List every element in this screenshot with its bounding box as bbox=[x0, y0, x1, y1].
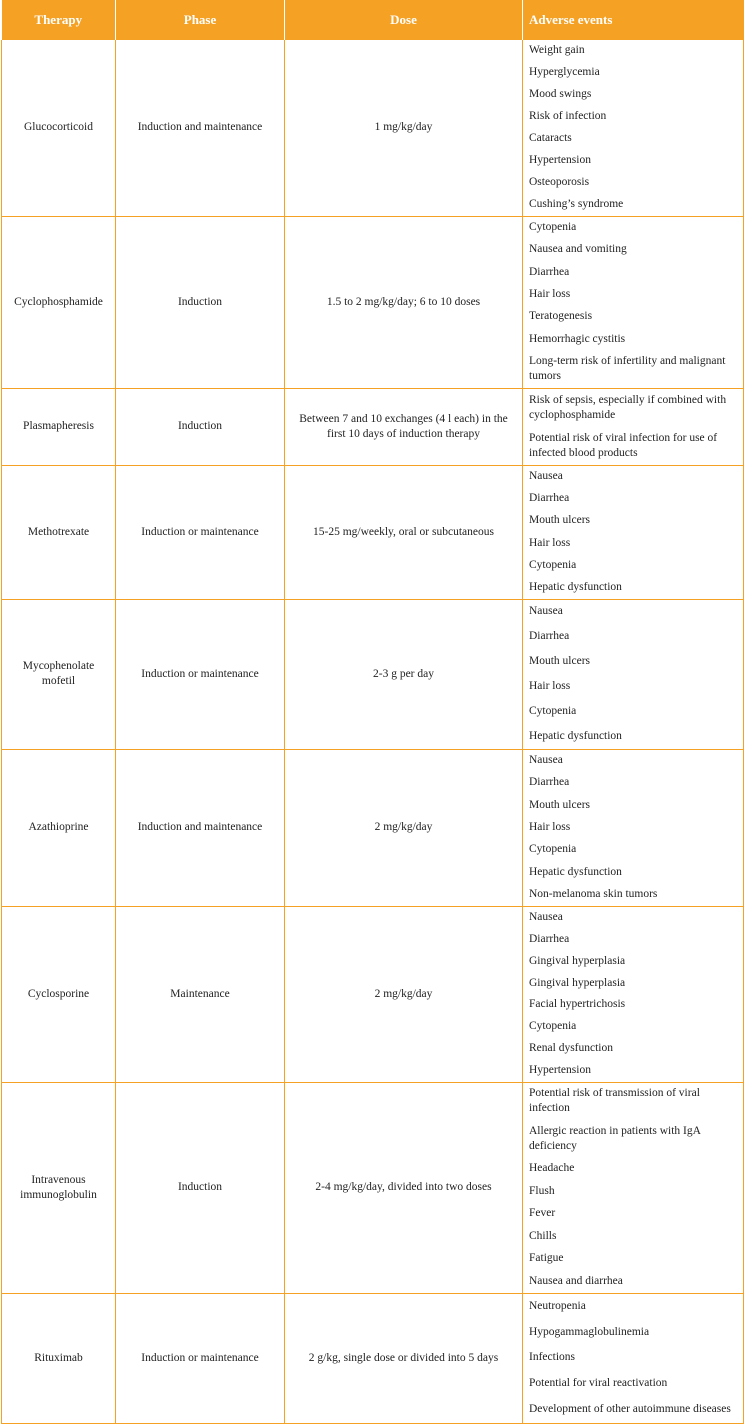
adverse-event-item: Potential for viral reactivation bbox=[529, 1377, 668, 1390]
adverse-event-item: Hair loss bbox=[529, 536, 571, 549]
adverse-events-list bbox=[529, 217, 739, 388]
adverse-events-cell bbox=[523, 465, 744, 599]
adverse-event-item: Mouth ulcers bbox=[529, 655, 591, 668]
therapy-table bbox=[1, 0, 744, 1424]
table-row bbox=[2, 1082, 744, 1293]
table-row bbox=[2, 40, 744, 216]
dose-cell: 2-3 g per day bbox=[285, 599, 523, 749]
dose-cell: 2 g/kg, single dose or divided into 5 days bbox=[285, 1293, 523, 1423]
phase-cell: Induction and maintenance bbox=[116, 749, 285, 906]
adverse-event-item: Hemorrhagic cystitis bbox=[529, 332, 626, 345]
adverse-events-list bbox=[529, 1294, 739, 1423]
adverse-event-item: Cytopenia bbox=[529, 558, 577, 571]
adverse-events-list bbox=[529, 600, 739, 749]
adverse-event-item: Hair loss bbox=[529, 679, 571, 692]
header-adverse-events: Adverse events bbox=[523, 0, 744, 40]
therapy-cell: Plasmapheresis bbox=[2, 388, 116, 465]
adverse-event-item: Nausea bbox=[529, 910, 563, 923]
adverse-event-item: Osteoporosis bbox=[529, 175, 590, 188]
table-row bbox=[2, 599, 744, 749]
adverse-event-item: Hepatic dysfunction bbox=[529, 580, 622, 593]
adverse-events-cell bbox=[523, 749, 744, 906]
table-row bbox=[2, 749, 744, 906]
adverse-event-item: Cytopenia bbox=[529, 843, 577, 856]
adverse-event-item: Fever bbox=[529, 1207, 556, 1220]
adverse-event-item: Nausea and vomiting bbox=[529, 243, 627, 256]
table-row bbox=[2, 1293, 744, 1423]
table-body bbox=[2, 40, 744, 1423]
header-phase: Phase bbox=[116, 0, 285, 40]
dose-cell: 1 mg/kg/day bbox=[285, 40, 523, 216]
adverse-event-item: Neutropenia bbox=[529, 1299, 586, 1312]
dose-cell: 15-25 mg/weekly, oral or subcutaneous bbox=[285, 465, 523, 599]
adverse-event-item: Renal dysfunction bbox=[529, 1042, 613, 1055]
adverse-event-item: Long-term risk of infertility and malignant tumors bbox=[529, 354, 726, 382]
table-row bbox=[2, 216, 744, 388]
adverse-events-cell bbox=[523, 1293, 744, 1423]
adverse-event-item: Development of other autoimmune diseases bbox=[529, 1403, 731, 1416]
adverse-event-item: Hepatic dysfunction bbox=[529, 865, 622, 878]
adverse-events-cell bbox=[523, 599, 744, 749]
table-row bbox=[2, 906, 744, 1082]
dose-cell: 2 mg/kg/day bbox=[285, 749, 523, 906]
adverse-event-item: Gingival hyperplasia bbox=[529, 954, 626, 967]
dose-cell: 2 mg/kg/day bbox=[285, 906, 523, 1082]
adverse-events-cell bbox=[523, 216, 744, 388]
phase-cell: Induction bbox=[116, 1082, 285, 1293]
adverse-event-item: Teratogenesis bbox=[529, 310, 593, 323]
adverse-event-item: Flush bbox=[529, 1184, 555, 1197]
phase-cell: Induction bbox=[116, 216, 285, 388]
therapy-cell: Mycophenolate mofetil bbox=[2, 599, 116, 749]
adverse-event-item: Fatigue bbox=[529, 1252, 564, 1265]
adverse-event-item: Non-melanoma skin tumors bbox=[529, 887, 658, 900]
adverse-event-item: Nausea and diarrhea bbox=[529, 1274, 623, 1287]
header-dose: Dose bbox=[285, 0, 523, 40]
adverse-event-item: Diarrhea bbox=[529, 492, 570, 505]
adverse-event-item: Diarrhea bbox=[529, 630, 570, 643]
adverse-event-item: Hair loss bbox=[529, 820, 571, 833]
adverse-event-item: Diarrhea bbox=[529, 265, 570, 278]
dose-cell: 2-4 mg/kg/day, divided into two doses bbox=[285, 1082, 523, 1293]
adverse-event-item: Nausea bbox=[529, 470, 563, 483]
dose-cell: Between 7 and 10 exchanges (4 l each) in the first 10 days of induction therapy bbox=[285, 388, 523, 465]
phase-cell: Induction or maintenance bbox=[116, 1293, 285, 1423]
adverse-event-item: Diarrhea bbox=[529, 776, 570, 789]
header-therapy: Therapy bbox=[2, 0, 116, 40]
therapy-cell: Glucocorticoid bbox=[2, 40, 116, 216]
adverse-event-item: Nausea bbox=[529, 605, 563, 618]
adverse-event-item: Hypogammaglobulinemia bbox=[529, 1325, 650, 1338]
adverse-events-list bbox=[529, 389, 739, 465]
table-row bbox=[2, 465, 744, 599]
adverse-event-item: Potential risk of viral infection for use of infected blood products bbox=[529, 431, 718, 459]
adverse-events-list bbox=[529, 40, 739, 215]
adverse-event-item: Gingival hyperplasia bbox=[529, 976, 626, 989]
adverse-event-item: Diarrhea bbox=[529, 932, 570, 945]
therapy-cell: Methotrexate bbox=[2, 465, 116, 599]
adverse-event-item: Allergic reaction in patients with IgA deficiency bbox=[529, 1124, 701, 1152]
adverse-event-item: Cytopenia bbox=[529, 1020, 577, 1033]
adverse-event-item: Mouth ulcers bbox=[529, 514, 591, 527]
phase-cell: Induction bbox=[116, 388, 285, 465]
adverse-event-item: Chills bbox=[529, 1229, 557, 1242]
adverse-events-list bbox=[529, 907, 739, 1082]
adverse-event-item: Headache bbox=[529, 1162, 575, 1175]
adverse-event-item: Cataracts bbox=[529, 131, 572, 144]
adverse-event-item: Infections bbox=[529, 1351, 575, 1364]
phase-cell: Induction and maintenance bbox=[116, 40, 285, 216]
adverse-event-item: Hypertension bbox=[529, 153, 591, 166]
adverse-events-list bbox=[529, 1083, 739, 1293]
phase-cell: Induction or maintenance bbox=[116, 599, 285, 749]
adverse-event-item: Cytopenia bbox=[529, 704, 577, 717]
adverse-event-item: Facial hypertrichosis bbox=[529, 998, 626, 1011]
adverse-event-item: Hypertension bbox=[529, 1064, 591, 1077]
adverse-event-item: Nausea bbox=[529, 754, 563, 767]
adverse-events-cell bbox=[523, 40, 744, 216]
adverse-event-item: Weight gain bbox=[529, 44, 585, 57]
adverse-event-item: Hepatic dysfunction bbox=[529, 729, 622, 742]
header-row bbox=[2, 0, 744, 40]
therapy-cell: Cyclophosphamide bbox=[2, 216, 116, 388]
therapy-cell: Azathioprine bbox=[2, 749, 116, 906]
adverse-event-item: Hyperglycemia bbox=[529, 66, 600, 79]
therapy-cell: Intravenous immunoglobulin bbox=[2, 1082, 116, 1293]
adverse-events-list bbox=[529, 466, 739, 599]
adverse-event-item: Risk of sepsis, especially if combined with cyclophosphamide bbox=[529, 393, 727, 421]
adverse-events-cell bbox=[523, 906, 744, 1082]
adverse-event-item: Cushing’s syndrome bbox=[529, 197, 624, 210]
phase-cell: Maintenance bbox=[116, 906, 285, 1082]
adverse-events-cell bbox=[523, 388, 744, 465]
dose-cell: 1.5 to 2 mg/kg/day; 6 to 10 doses bbox=[285, 216, 523, 388]
adverse-events-list bbox=[529, 750, 739, 906]
table-row bbox=[2, 388, 744, 465]
adverse-event-item: Cytopenia bbox=[529, 221, 577, 234]
phase-cell: Induction or maintenance bbox=[116, 465, 285, 599]
adverse-event-item: Risk of infection bbox=[529, 110, 607, 123]
adverse-event-item: Hair loss bbox=[529, 287, 571, 300]
adverse-event-item: Mood swings bbox=[529, 88, 592, 101]
adverse-event-item: Mouth ulcers bbox=[529, 798, 591, 811]
therapy-cell: Rituximab bbox=[2, 1293, 116, 1423]
therapy-cell: Cyclosporine bbox=[2, 906, 116, 1082]
adverse-event-item: Potential risk of transmission of viral infection bbox=[529, 1087, 700, 1115]
adverse-events-cell bbox=[523, 1082, 744, 1293]
